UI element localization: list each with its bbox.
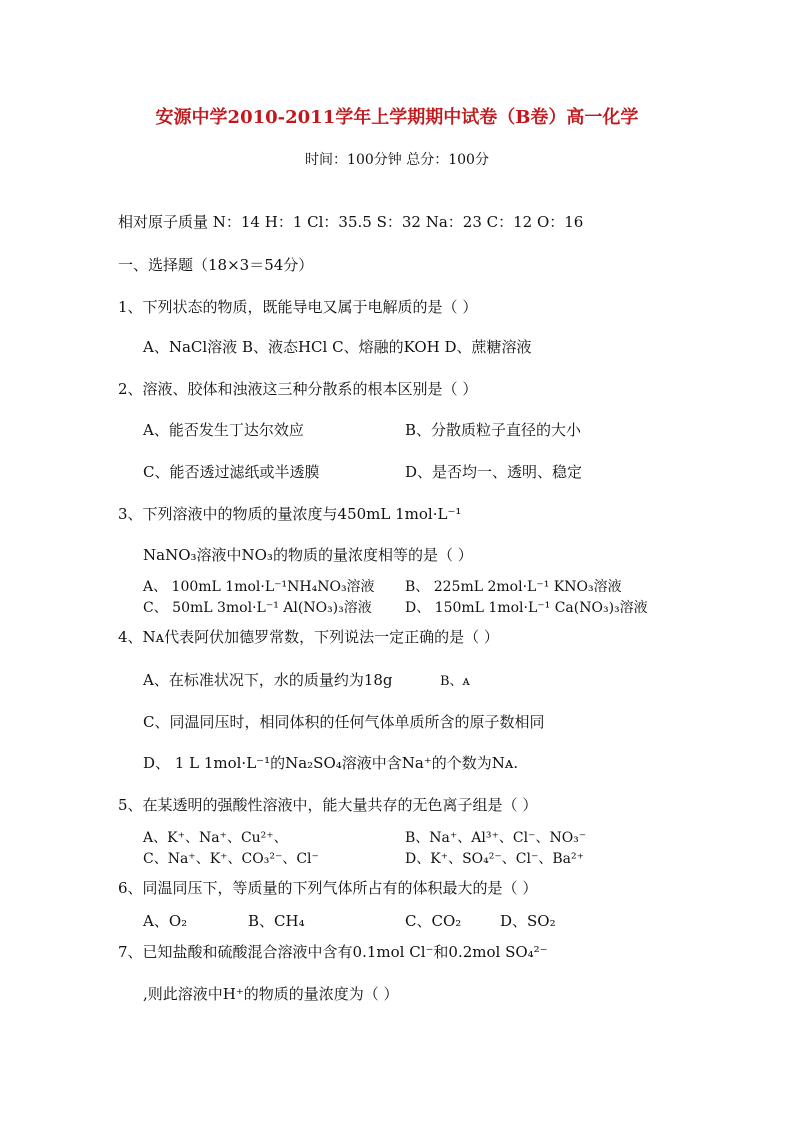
- question-2-option-a: A、能否发生丁达尔效应: [143, 421, 304, 439]
- question-3-option-a: A、 100mL 1mol·L⁻¹NH₄NO₃溶液: [143, 579, 375, 595]
- question-1-stem: 1、下列状态的物质，既能导电又属于电解质的是（ ）: [118, 298, 478, 316]
- question-4-option-b: B、ᴀ: [440, 674, 470, 689]
- question-2-option-d: D、是否均一、透明、稳定: [405, 463, 583, 481]
- question-2-option-b: B、分散质粒子直径的大小: [405, 421, 582, 439]
- question-4-option-d: D、 1 L 1mol·L⁻¹的Na₂SO₄溶液中含Na⁺的个数为Nᴀ.: [143, 754, 519, 772]
- question-5-stem: 5、在某透明的强酸性溶液中，能大量共存的无色离子组是（ ）: [118, 796, 538, 814]
- question-6-stem: 6、同温同压下，等质量的下列气体所占有的体积最大的是（ ）: [118, 879, 538, 897]
- question-3-option-c: C、 50mL 3mol·L⁻¹ Al(NO₃)₃溶液: [143, 600, 372, 616]
- question-7-stem: 7、已知盐酸和硫酸混合溶液中含有0.1mol Cl⁻和0.2mol SO₄²⁻: [118, 943, 548, 961]
- question-1-options: A、NaCl溶液 B、液态HCl C、熔融的KOH D、蔗糖溶液: [143, 338, 532, 356]
- question-3-option-b: B、 225mL 2mol·L⁻¹ KNO₃溶液: [405, 579, 622, 595]
- question-7-stem-continued: ,则此溶液中H⁺的物质的量浓度为（ ）: [143, 985, 399, 1003]
- question-2-stem: 2、溶液、胶体和浊液这三种分散系的根本区别是（ ）: [118, 380, 478, 398]
- question-6-option-b: B、CH₄: [248, 912, 305, 930]
- section-heading: 一、选择题（18×3＝54分）: [118, 256, 314, 274]
- question-6-option-d: D、SO₂: [500, 912, 556, 930]
- question-4-option-c: C、同温同压时，相同体积的任何气体单质所含的原子数相同: [143, 713, 545, 731]
- question-3-option-d: D、 150mL 1mol·L⁻¹ Ca(NO₃)₃溶液: [405, 600, 648, 616]
- page-title: 安源中学2010-2011学年上学期期中试卷（B卷）高一化学: [155, 107, 639, 128]
- question-3-stem: 3、下列溶液中的物质的量浓度与450mL 1mol·L⁻¹: [118, 505, 462, 523]
- question-4-stem: 4、Nᴀ代表阿伏加德罗常数，下列说法一定正确的是（ ）: [118, 628, 499, 646]
- question-3-stem-continued: NaNO₃溶液中NO₃的物质的量浓度相等的是（ ）: [143, 546, 473, 564]
- question-6-option-a: A、O₂: [143, 912, 188, 930]
- question-5-option-d: D、K⁺、SO₄²⁻、Cl⁻、Ba²⁺: [405, 851, 584, 867]
- question-5-option-c: C、Na⁺、K⁺、CO₃²⁻、Cl⁻: [143, 851, 319, 867]
- question-4-option-a: A、在标准状况下，水的质量约为18g: [143, 671, 393, 689]
- question-6-option-c: C、CO₂: [405, 912, 462, 930]
- question-5-option-b: B、Na⁺、Al³⁺、Cl⁻、NO₃⁻: [405, 830, 587, 846]
- question-5-option-a: A、K⁺、Na⁺、Cu²⁺、: [143, 830, 288, 846]
- atomic-masses: 相对原子质量 N：14 H：1 Cl：35.5 S：32 Na：23 C：12 O：16: [118, 213, 584, 231]
- exam-info: 时间：100分钟 总分：100分: [305, 152, 489, 168]
- question-2-option-c: C、能否透过滤纸或半透膜: [143, 463, 320, 481]
